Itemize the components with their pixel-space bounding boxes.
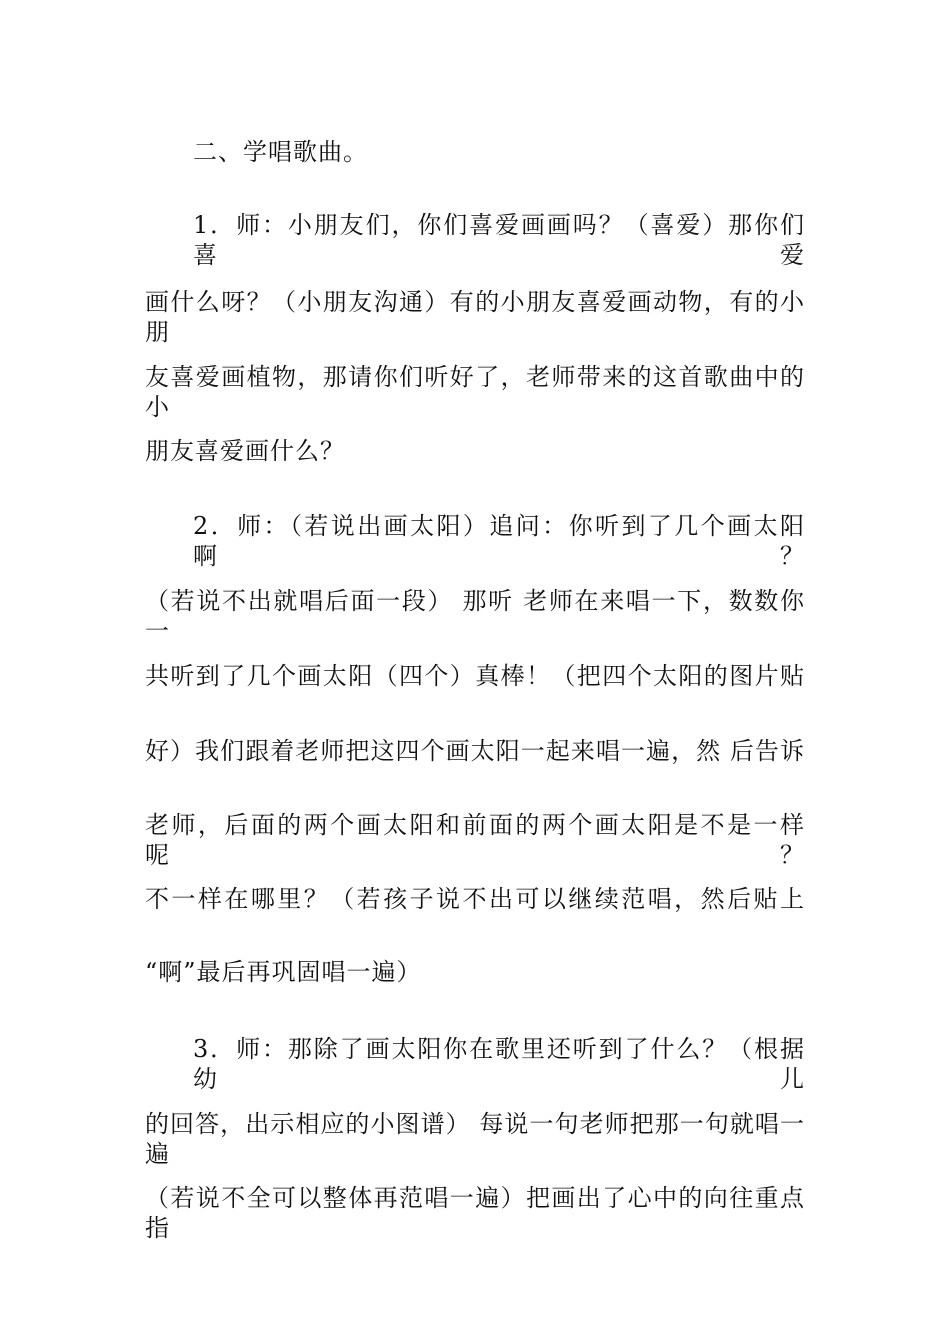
paragraph-line: 不一样在哪里？（若孩子说不出可以继续范唱，然后贴上 (145, 885, 805, 913)
paragraph-line: “啊”最后再巩固唱一遍） (145, 958, 422, 986)
paragraph-line: 的回答，出示相应的小图谱） 每说一句老师把那一句就唱一遍 (145, 1110, 805, 1168)
paragraph-line: （若说不出就唱后面一段） 那听 老师在来唱一下，数数你一 (145, 587, 805, 645)
paragraph-line: （若说不全可以整体再范唱一遍）把画出了心中的向往重点指 (145, 1184, 805, 1242)
paragraph-line: 画什么呀？（小朋友沟通）有的小朋友喜爱画动物，有的小朋 (145, 288, 805, 346)
section-heading: 二、学唱歌曲。 (193, 138, 368, 166)
paragraph-line: 2．师：（若说出画太阳）追问：你听到了几个画太阳啊？ (193, 512, 805, 570)
paragraph-line: 老师，后面的两个画太阳和前面的两个画太阳是不是一样呢？ (145, 811, 805, 869)
paragraph-line: 好）我们跟着老师把这四个画太阳一起来唱一遍，然 后告诉 (145, 737, 805, 765)
paragraph-line: 友喜爱画植物，那请你们听好了，老师带来的这首歌曲中的小 (145, 363, 805, 421)
paragraph-line: 朋友喜爱画什么？ (145, 437, 345, 465)
paragraph-line: 3．师：那除了画太阳你在歌里还听到了什么？（根据幼儿 (193, 1035, 805, 1093)
paragraph-line: 1．师：小朋友们，你们喜爱画画吗？（喜爱）那你们喜爱 (193, 211, 805, 269)
paragraph-line: 共听到了几个画太阳（四个）真棒！（把四个太阳的图片贴 (145, 662, 805, 690)
